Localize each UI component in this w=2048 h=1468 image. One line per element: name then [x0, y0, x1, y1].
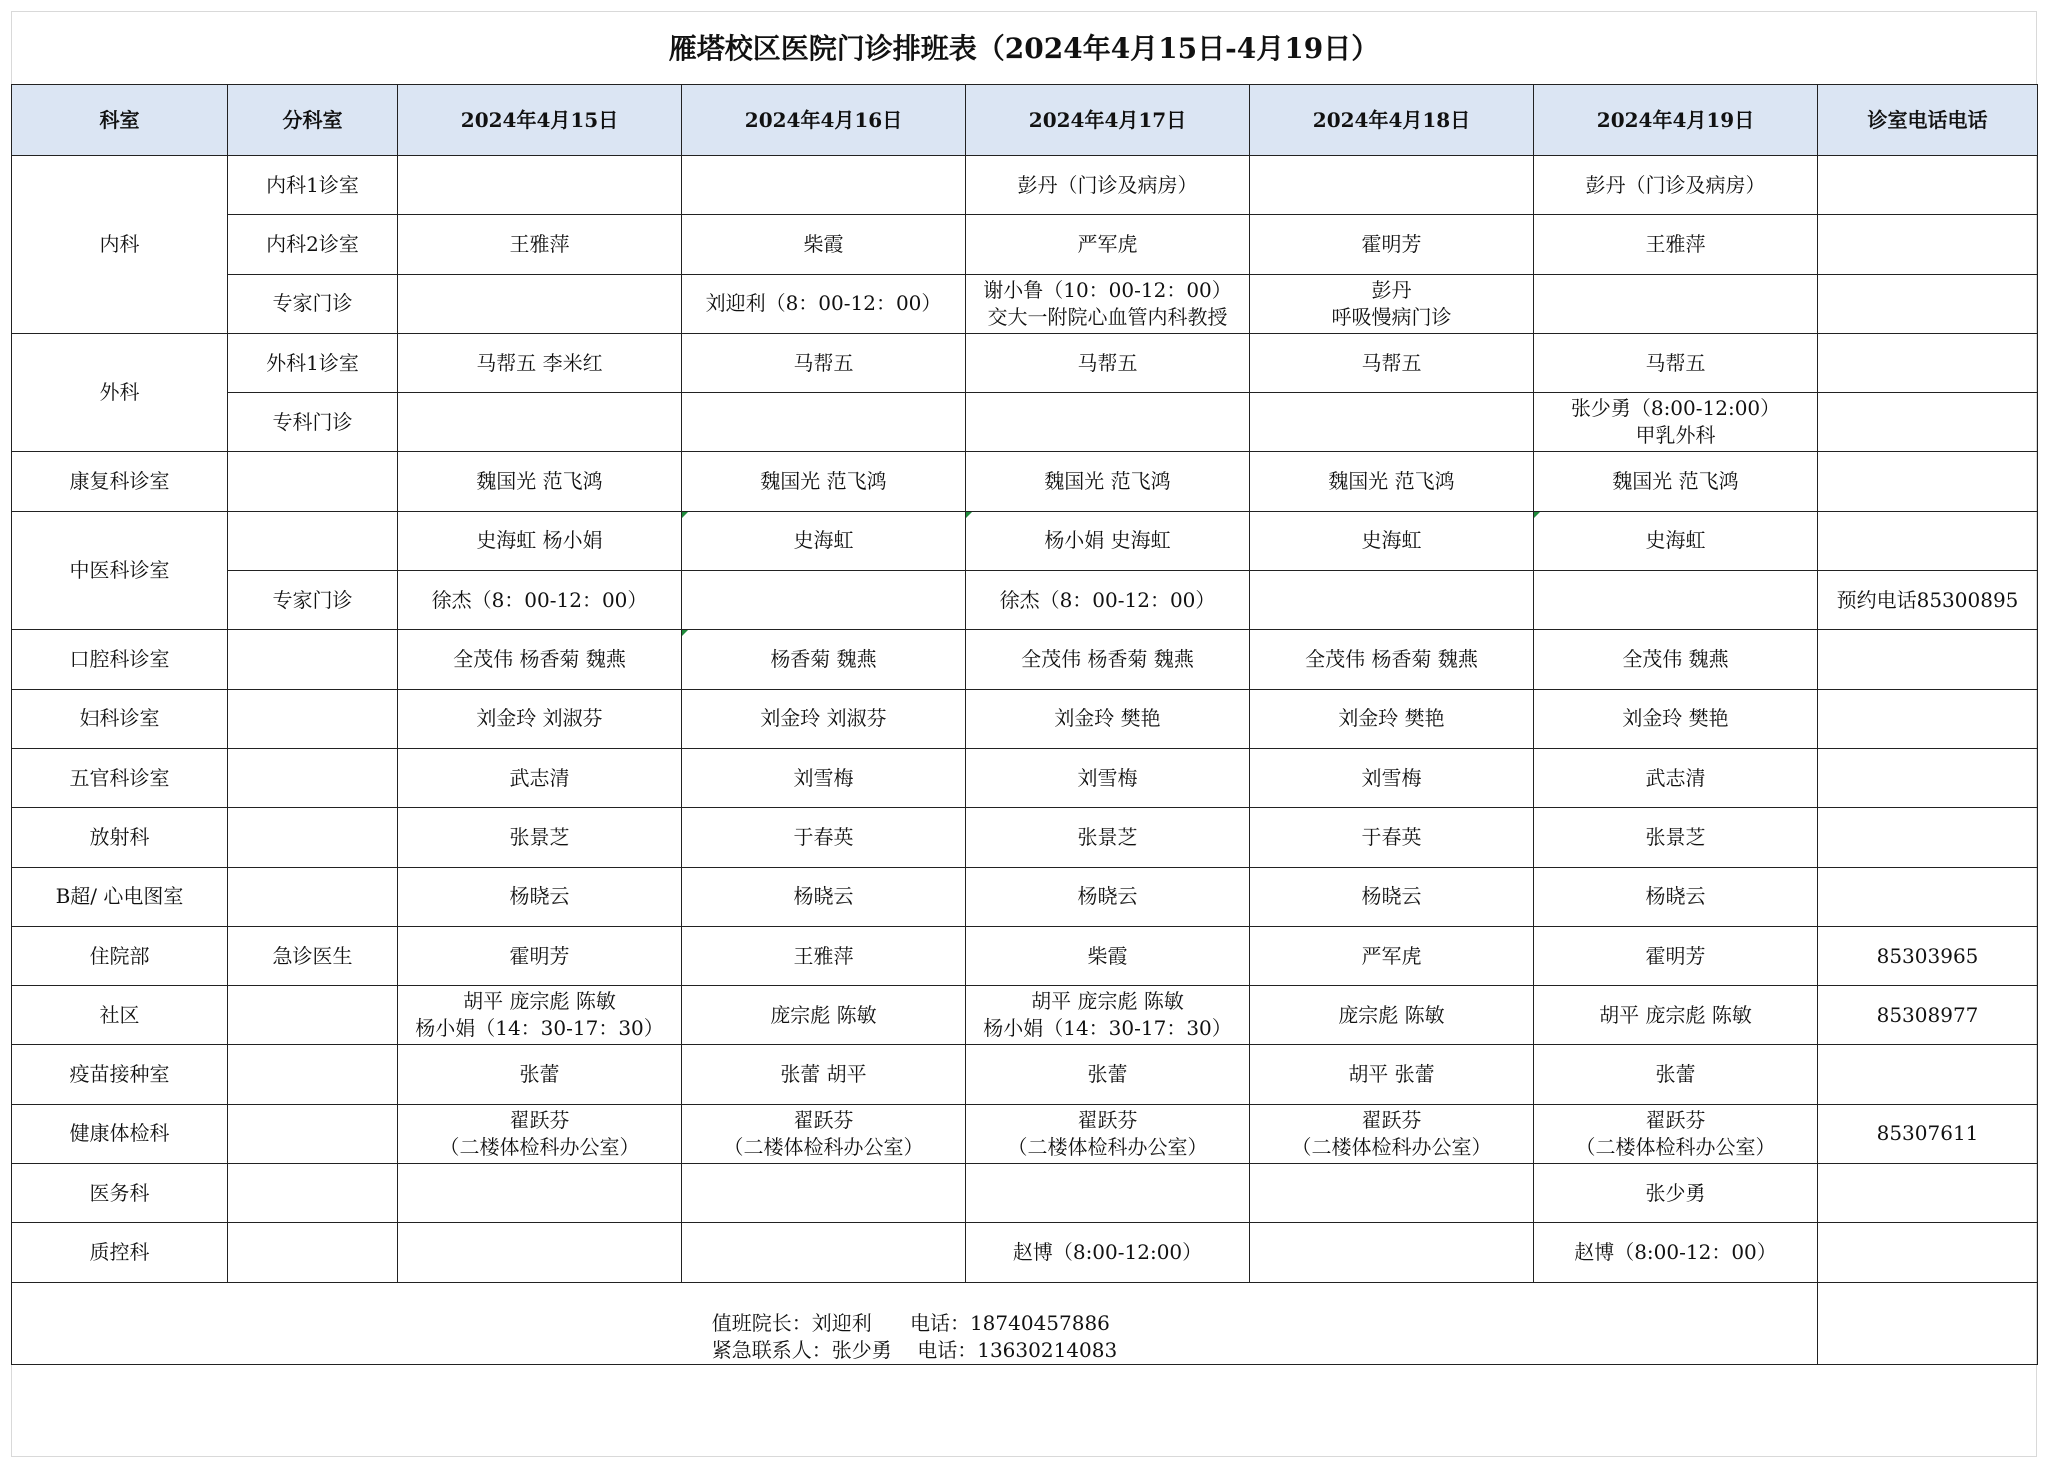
table-row: [12, 333, 2038, 392]
schedule-cell: 翟跃芬 （二楼体检科办公室）: [1534, 1104, 1818, 1163]
dept-cell: 医务科: [12, 1164, 228, 1223]
phone-cell: 85307611: [1818, 1104, 2038, 1163]
phone-cell: [1818, 511, 2038, 570]
schedule-cell: 全茂伟 杨香菊 魏燕: [1250, 630, 1534, 689]
schedule-cell: 杨晓云: [682, 867, 966, 926]
subdept-cell: 内科2诊室: [228, 215, 398, 274]
schedule-cell: 庞宗彪 陈敏: [682, 986, 966, 1045]
schedule-cell: 史海虹: [1534, 511, 1818, 570]
dept-cell: 外科: [12, 333, 228, 452]
table-row: [12, 1045, 2038, 1104]
schedule-cell: [398, 1164, 682, 1223]
duty-contact-text: [712, 1310, 1117, 1364]
phone-cell: [1818, 630, 2038, 689]
subdept-cell: 专家门诊: [228, 571, 398, 630]
schedule-cell: 张景芝: [966, 808, 1250, 867]
table-row: [12, 215, 2038, 274]
subdept-cell: 专家门诊: [228, 274, 398, 333]
schedule-cell: 马帮五: [1534, 333, 1818, 392]
schedule-cell: 杨晓云: [398, 867, 682, 926]
schedule-cell: [682, 156, 966, 215]
table-row: [12, 1104, 2038, 1163]
schedule-cell: 翟跃芬 （二楼体检科办公室）: [398, 1104, 682, 1163]
phone-cell: [1818, 215, 2038, 274]
phone-cell: [1818, 1282, 2038, 1364]
schedule-cell: 刘金玲 樊艳: [1250, 689, 1534, 748]
schedule-cell: 胡平 庞宗彪 陈敏 杨小娟（14：30-17：30）: [966, 986, 1250, 1045]
schedule-cell: 霍明芳: [1250, 215, 1534, 274]
schedule-table: [11, 84, 2038, 1365]
dept-cell: 内科: [12, 156, 228, 334]
subdept-cell: [228, 867, 398, 926]
schedule-cell: [682, 571, 966, 630]
schedule-cell: 张蕾: [966, 1045, 1250, 1104]
schedule-cell: 赵博（8:00-12：00）: [1534, 1223, 1818, 1282]
phone-cell: [1818, 393, 2038, 452]
schedule-cell: 马帮五 李米红: [398, 333, 682, 392]
schedule-cell: 彭丹（门诊及病房）: [1534, 156, 1818, 215]
subdept-cell: 外科1诊室: [228, 333, 398, 392]
table-row: [12, 156, 2038, 215]
table-row: [12, 571, 2038, 630]
schedule-cell: [966, 1164, 1250, 1223]
schedule-cell: 王雅萍: [1534, 215, 1818, 274]
phone-cell: [1818, 1223, 2038, 1282]
schedule-cell: 张少勇（8:00-12:00） 甲乳外科: [1534, 393, 1818, 452]
phone-cell: [1818, 333, 2038, 392]
schedule-cell: 刘金玲 刘淑芬: [682, 689, 966, 748]
schedule-cell: 霍明芳: [1534, 926, 1818, 985]
schedule-cell: [1250, 571, 1534, 630]
schedule-cell: 胡平 庞宗彪 陈敏 杨小娟（14：30-17：30）: [398, 986, 682, 1045]
schedule-cell: [682, 1223, 966, 1282]
schedule-cell: 张蕾: [1534, 1045, 1818, 1104]
phone-cell: [1818, 808, 2038, 867]
schedule-cell: [398, 1223, 682, 1282]
phone-cell: [1818, 867, 2038, 926]
dept-cell: 康复科诊室: [12, 452, 228, 511]
schedule-cell: 翟跃芬 （二楼体检科办公室）: [1250, 1104, 1534, 1163]
table-row: [12, 986, 2038, 1045]
schedule-cell: 于春英: [682, 808, 966, 867]
table-row: [12, 1223, 2038, 1282]
schedule-cell: 史海虹: [682, 511, 966, 570]
schedule-cell: 张景芝: [1534, 808, 1818, 867]
header-date-2: 2024年4月16日: [682, 85, 966, 156]
footer-row: [12, 1282, 2038, 1364]
schedule-cell: 徐杰（8：00-12：00）: [398, 571, 682, 630]
dept-cell: 口腔科诊室: [12, 630, 228, 689]
schedule-cell: 刘雪梅: [966, 748, 1250, 807]
schedule-cell: 刘金玲 樊艳: [1534, 689, 1818, 748]
header-phone: 诊室电话电话: [1818, 85, 2038, 156]
schedule-cell: [1250, 393, 1534, 452]
schedule-cell: 徐杰（8：00-12：00）: [966, 571, 1250, 630]
header-date-3: 2024年4月17日: [966, 85, 1250, 156]
schedule-cell: 王雅萍: [398, 215, 682, 274]
phone-cell: 85303965: [1818, 926, 2038, 985]
schedule-cell: [1534, 274, 1818, 333]
schedule-cell: 张蕾 胡平: [682, 1045, 966, 1104]
table-row: [12, 452, 2038, 511]
schedule-cell: 庞宗彪 陈敏: [1250, 986, 1534, 1045]
schedule-cell: 武志清: [1534, 748, 1818, 807]
schedule-cell: 全茂伟 魏燕: [1534, 630, 1818, 689]
phone-cell: 85308977: [1818, 986, 2038, 1045]
schedule-cell: 马帮五: [966, 333, 1250, 392]
schedule-cell: [1250, 1223, 1534, 1282]
header-date-4: 2024年4月18日: [1250, 85, 1534, 156]
phone-cell: [1818, 689, 2038, 748]
schedule-cell: [1250, 1164, 1534, 1223]
dept-cell: 中医科诊室: [12, 511, 228, 630]
table-row: [12, 274, 2038, 333]
dept-cell: B超/ 心电图室: [12, 867, 228, 926]
subdept-cell: [228, 1104, 398, 1163]
schedule-cell: 谢小鲁（10：00-12：00） 交大一附院心血管内科教授: [966, 274, 1250, 333]
subdept-cell: [228, 1045, 398, 1104]
schedule-cell: [398, 156, 682, 215]
schedule-cell: 张蕾: [398, 1045, 682, 1104]
phone-cell: [1818, 1045, 2038, 1104]
schedule-cell: [682, 1164, 966, 1223]
phone-cell: [1818, 748, 2038, 807]
schedule-cell: [1250, 156, 1534, 215]
header-dept: 科室: [12, 85, 228, 156]
schedule-cell: 霍明芳: [398, 926, 682, 985]
schedule-cell: 杨晓云: [1250, 867, 1534, 926]
schedule-cell: 刘雪梅: [682, 748, 966, 807]
subdept-cell: [228, 986, 398, 1045]
schedule-cell: 史海虹 杨小娟: [398, 511, 682, 570]
phone-cell: [1818, 274, 2038, 333]
subdept-cell: [228, 630, 398, 689]
schedule-cell: 胡平 张蕾: [1250, 1045, 1534, 1104]
schedule-cell: 全茂伟 杨香菊 魏燕: [966, 630, 1250, 689]
schedule-cell: 张少勇: [1534, 1164, 1818, 1223]
table-row: [12, 393, 2038, 452]
page-title: 雁塔校区医院门诊排班表（2024年4月15日-4月19日）: [668, 32, 1380, 65]
schedule-cell: 王雅萍: [682, 926, 966, 985]
table-row: [12, 867, 2038, 926]
schedule-cell: 魏国光 范飞鸿: [966, 452, 1250, 511]
phone-cell: [1818, 156, 2038, 215]
table-row: [12, 689, 2038, 748]
table-row: [12, 748, 2038, 807]
subdept-cell: 内科1诊室: [228, 156, 398, 215]
phone-cell: [1818, 452, 2038, 511]
table-row: [12, 630, 2038, 689]
dept-cell: 质控科: [12, 1223, 228, 1282]
schedule-cell: 严军虎: [1250, 926, 1534, 985]
schedule-cell: 刘雪梅: [1250, 748, 1534, 807]
schedule-cell: 刘金玲 樊艳: [966, 689, 1250, 748]
table-row: [12, 808, 2038, 867]
subdept-cell: [228, 689, 398, 748]
dept-cell: 疫苗接种室: [12, 1045, 228, 1104]
schedule-cell: 武志清: [398, 748, 682, 807]
dept-cell: 妇科诊室: [12, 689, 228, 748]
schedule-cell: 翟跃芬 （二楼体检科办公室）: [966, 1104, 1250, 1163]
schedule-cell: [1534, 571, 1818, 630]
schedule-cell: 柴霞: [966, 926, 1250, 985]
subdept-cell: [228, 1164, 398, 1223]
header-date-5: 2024年4月19日: [1534, 85, 1818, 156]
schedule-cell: 严军虎: [966, 215, 1250, 274]
schedule-cell: 刘金玲 刘淑芬: [398, 689, 682, 748]
duty-contact-cell: [12, 1282, 1818, 1364]
schedule-cell: 魏国光 范飞鸿: [398, 452, 682, 511]
schedule-cell: 史海虹: [1250, 511, 1534, 570]
schedule-cell: 张景芝: [398, 808, 682, 867]
schedule-cell: 彭丹 呼吸慢病门诊: [1250, 274, 1534, 333]
phone-cell: [1818, 1164, 2038, 1223]
schedule-cell: 杨晓云: [1534, 867, 1818, 926]
schedule-cell: 杨小娟 史海虹: [966, 511, 1250, 570]
subdept-cell: [228, 511, 398, 570]
schedule-cell: 魏国光 范飞鸿: [1250, 452, 1534, 511]
table-row: [12, 511, 2038, 570]
duty-director-line: 值班院长：刘迎利 电话：18740457886: [711, 1310, 1110, 1335]
schedule-cell: 魏国光 范飞鸿: [682, 452, 966, 511]
schedule-cell: [398, 393, 682, 452]
subdept-cell: [228, 748, 398, 807]
schedule-cell: [398, 274, 682, 333]
table-row: [12, 926, 2038, 985]
schedule-cell: 于春英: [1250, 808, 1534, 867]
schedule-cell: 柴霞: [682, 215, 966, 274]
schedule-cell: 马帮五: [682, 333, 966, 392]
subdept-cell: [228, 808, 398, 867]
schedule-cell: 马帮五: [1250, 333, 1534, 392]
schedule-cell: 杨香菊 魏燕: [682, 630, 966, 689]
dept-cell: 健康体检科: [12, 1104, 228, 1163]
schedule-cell: [966, 393, 1250, 452]
emergency-contact-line: 紧急联系人：张少勇 电话：13630214083: [711, 1337, 1118, 1362]
schedule-cell: [682, 393, 966, 452]
schedule-cell: 全茂伟 杨香菊 魏燕: [398, 630, 682, 689]
phone-cell: 预约电话85300895: [1818, 571, 2038, 630]
header-subdept: 分科室: [228, 85, 398, 156]
schedule-cell: 杨晓云: [966, 867, 1250, 926]
header-date-1: 2024年4月15日: [398, 85, 682, 156]
subdept-cell: 专科门诊: [228, 393, 398, 452]
dept-cell: 五官科诊室: [12, 748, 228, 807]
dept-cell: 住院部: [12, 926, 228, 985]
schedule-cell: 翟跃芬 （二楼体检科办公室）: [682, 1104, 966, 1163]
dept-cell: 社区: [12, 986, 228, 1045]
subdept-cell: [228, 452, 398, 511]
schedule-cell: 魏国光 范飞鸿: [1534, 452, 1818, 511]
schedule-cell: 胡平 庞宗彪 陈敏: [1534, 986, 1818, 1045]
subdept-cell: [228, 1223, 398, 1282]
dept-cell: 放射科: [12, 808, 228, 867]
schedule-cell: 刘迎利（8：00-12：00）: [682, 274, 966, 333]
schedule-cell: 彭丹（门诊及病房）: [966, 156, 1250, 215]
header-row: [12, 85, 2038, 156]
schedule-cell: 赵博（8:00-12:00）: [966, 1223, 1250, 1282]
subdept-cell: 急诊医生: [228, 926, 398, 985]
table-row: [12, 1164, 2038, 1223]
